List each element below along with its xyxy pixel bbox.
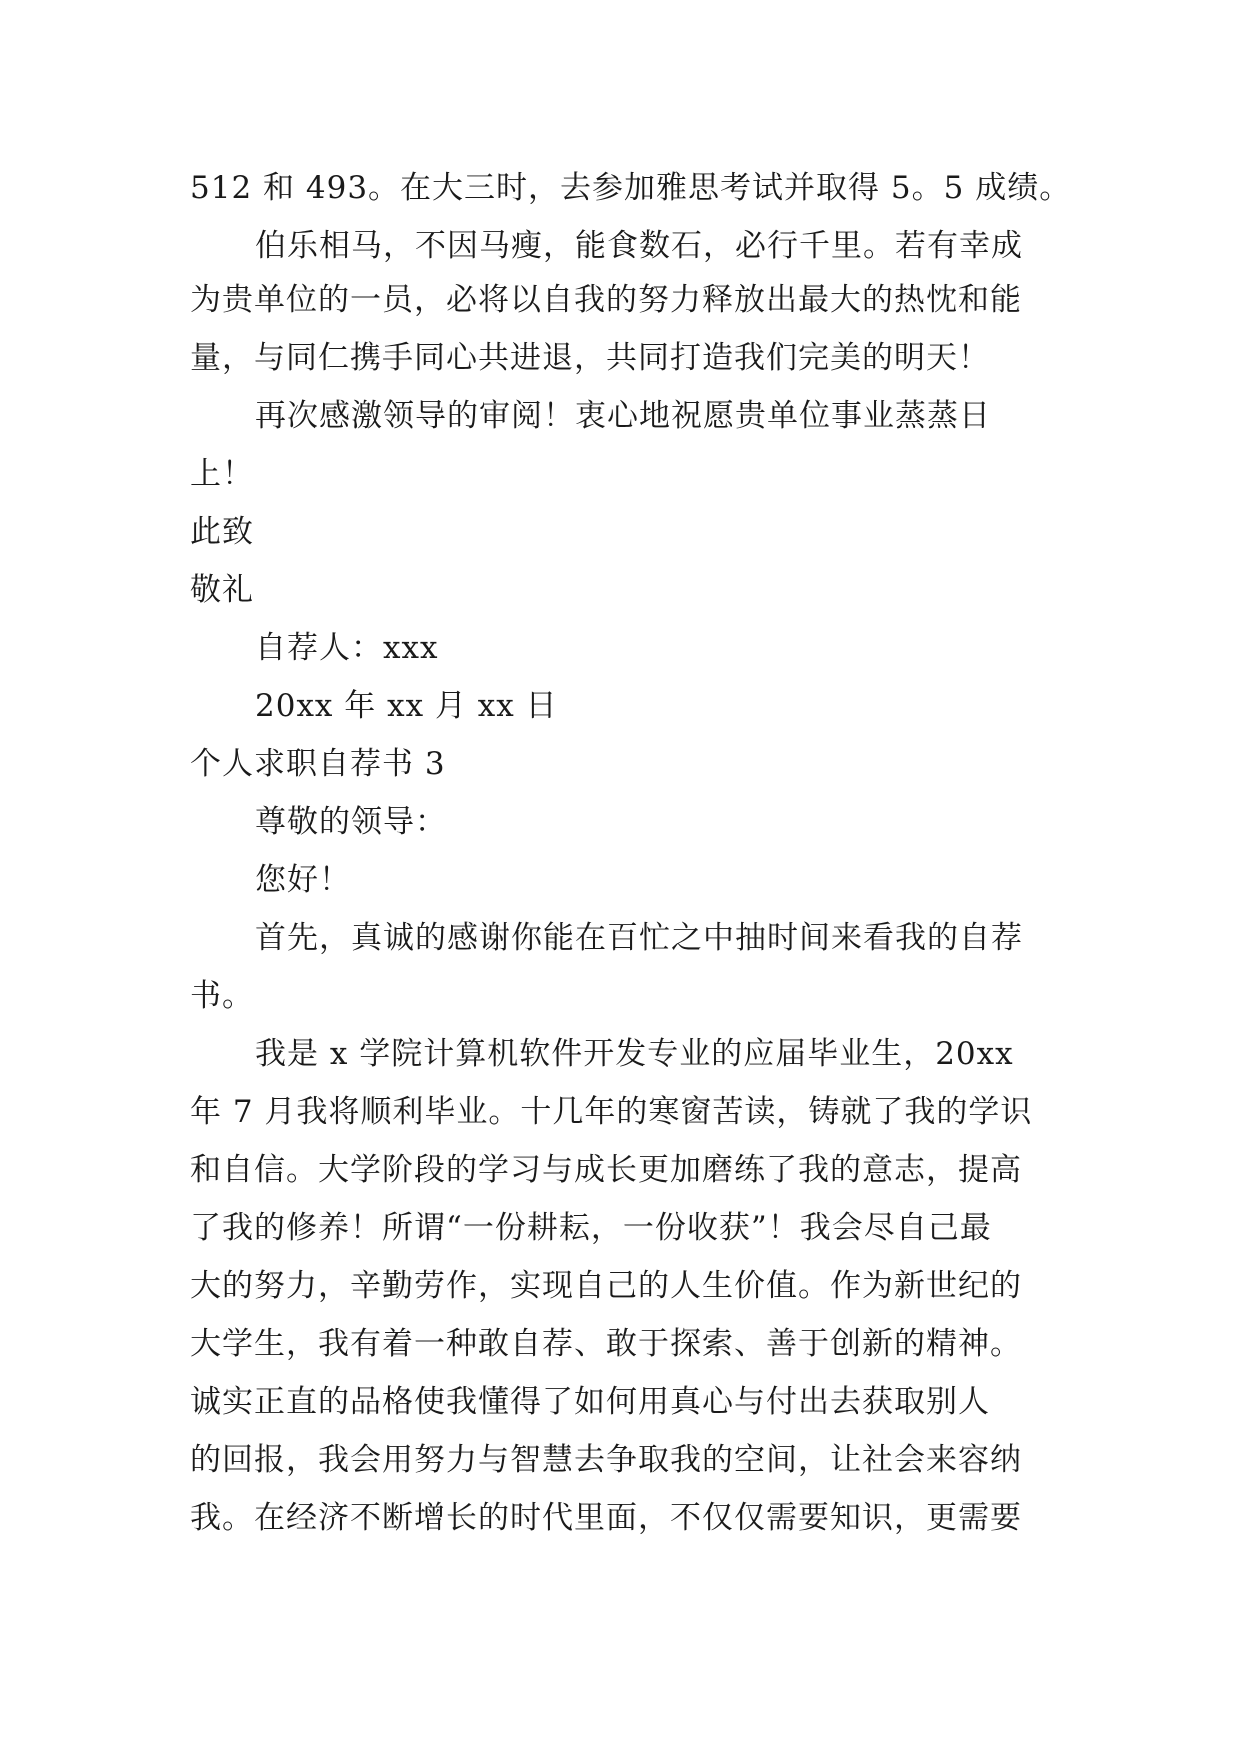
text-line: 书。 bbox=[190, 978, 254, 1014]
text-line: 量，与同仁携手同心共进退，共同打造我们完美的明天！ bbox=[190, 340, 990, 376]
paragraph-start: 我是 x 学院计算机软件开发专业的应届毕业生，20xx bbox=[255, 1036, 1014, 1072]
paragraph-start: 再次感激领导的审阅！衷心地祝愿贵单位事业蒸蒸日 bbox=[255, 398, 991, 434]
paragraph-start: 首先，真诚的感谢你能在百忙之中抽时间来看我的自荐 bbox=[255, 920, 1023, 956]
closing-regards: 敬礼 bbox=[190, 572, 254, 608]
text-line: 上！ bbox=[190, 456, 254, 492]
text-line: 和自信。大学阶段的学习与成长更加磨练了我的意志，提高 bbox=[190, 1152, 1022, 1188]
paragraph-start: 伯乐相马，不因马瘦，能食数石，必行千里。若有幸成 bbox=[255, 228, 1023, 264]
signature-date: 20xx 年 xx 月 xx 日 bbox=[255, 688, 558, 724]
text-line: 为贵单位的一员，必将以自我的努力释放出最大的热忱和能 bbox=[190, 282, 1022, 318]
text-line: 诚实正直的品格使我懂得了如何用真心与付出去获取别人 bbox=[190, 1384, 990, 1420]
section-title: 个人求职自荐书 3 bbox=[190, 746, 446, 782]
text-line: 的回报，我会用努力与智慧去争取我的空间，让社会来容纳 bbox=[190, 1442, 1022, 1478]
closing-salutation: 此致 bbox=[190, 514, 254, 550]
text-line: 我。在经济不断增长的时代里面，不仅仅需要知识，更需要 bbox=[190, 1500, 1022, 1536]
greeting: 尊敬的领导： bbox=[255, 804, 447, 840]
text-line: 512 和 493。在大三时，去参加雅思考试并取得 5。5 成绩。 bbox=[190, 170, 1072, 206]
signature-name: 自荐人：xxx bbox=[255, 630, 439, 666]
text-line: 大的努力，辛勤劳作，实现自己的人生价值。作为新世纪的 bbox=[190, 1268, 1022, 1304]
text-line: 年 7 月我将顺利毕业。十几年的寒窗苦读，铸就了我的学识 bbox=[190, 1094, 1033, 1130]
text-line: 了我的修养！所谓“一份耕耘，一份收获”！我会尽自己最 bbox=[190, 1210, 992, 1246]
text-line: 大学生，我有着一种敢自荐、敢于探索、善于创新的精神。 bbox=[190, 1326, 1022, 1362]
greeting-hello: 您好！ bbox=[255, 862, 351, 898]
